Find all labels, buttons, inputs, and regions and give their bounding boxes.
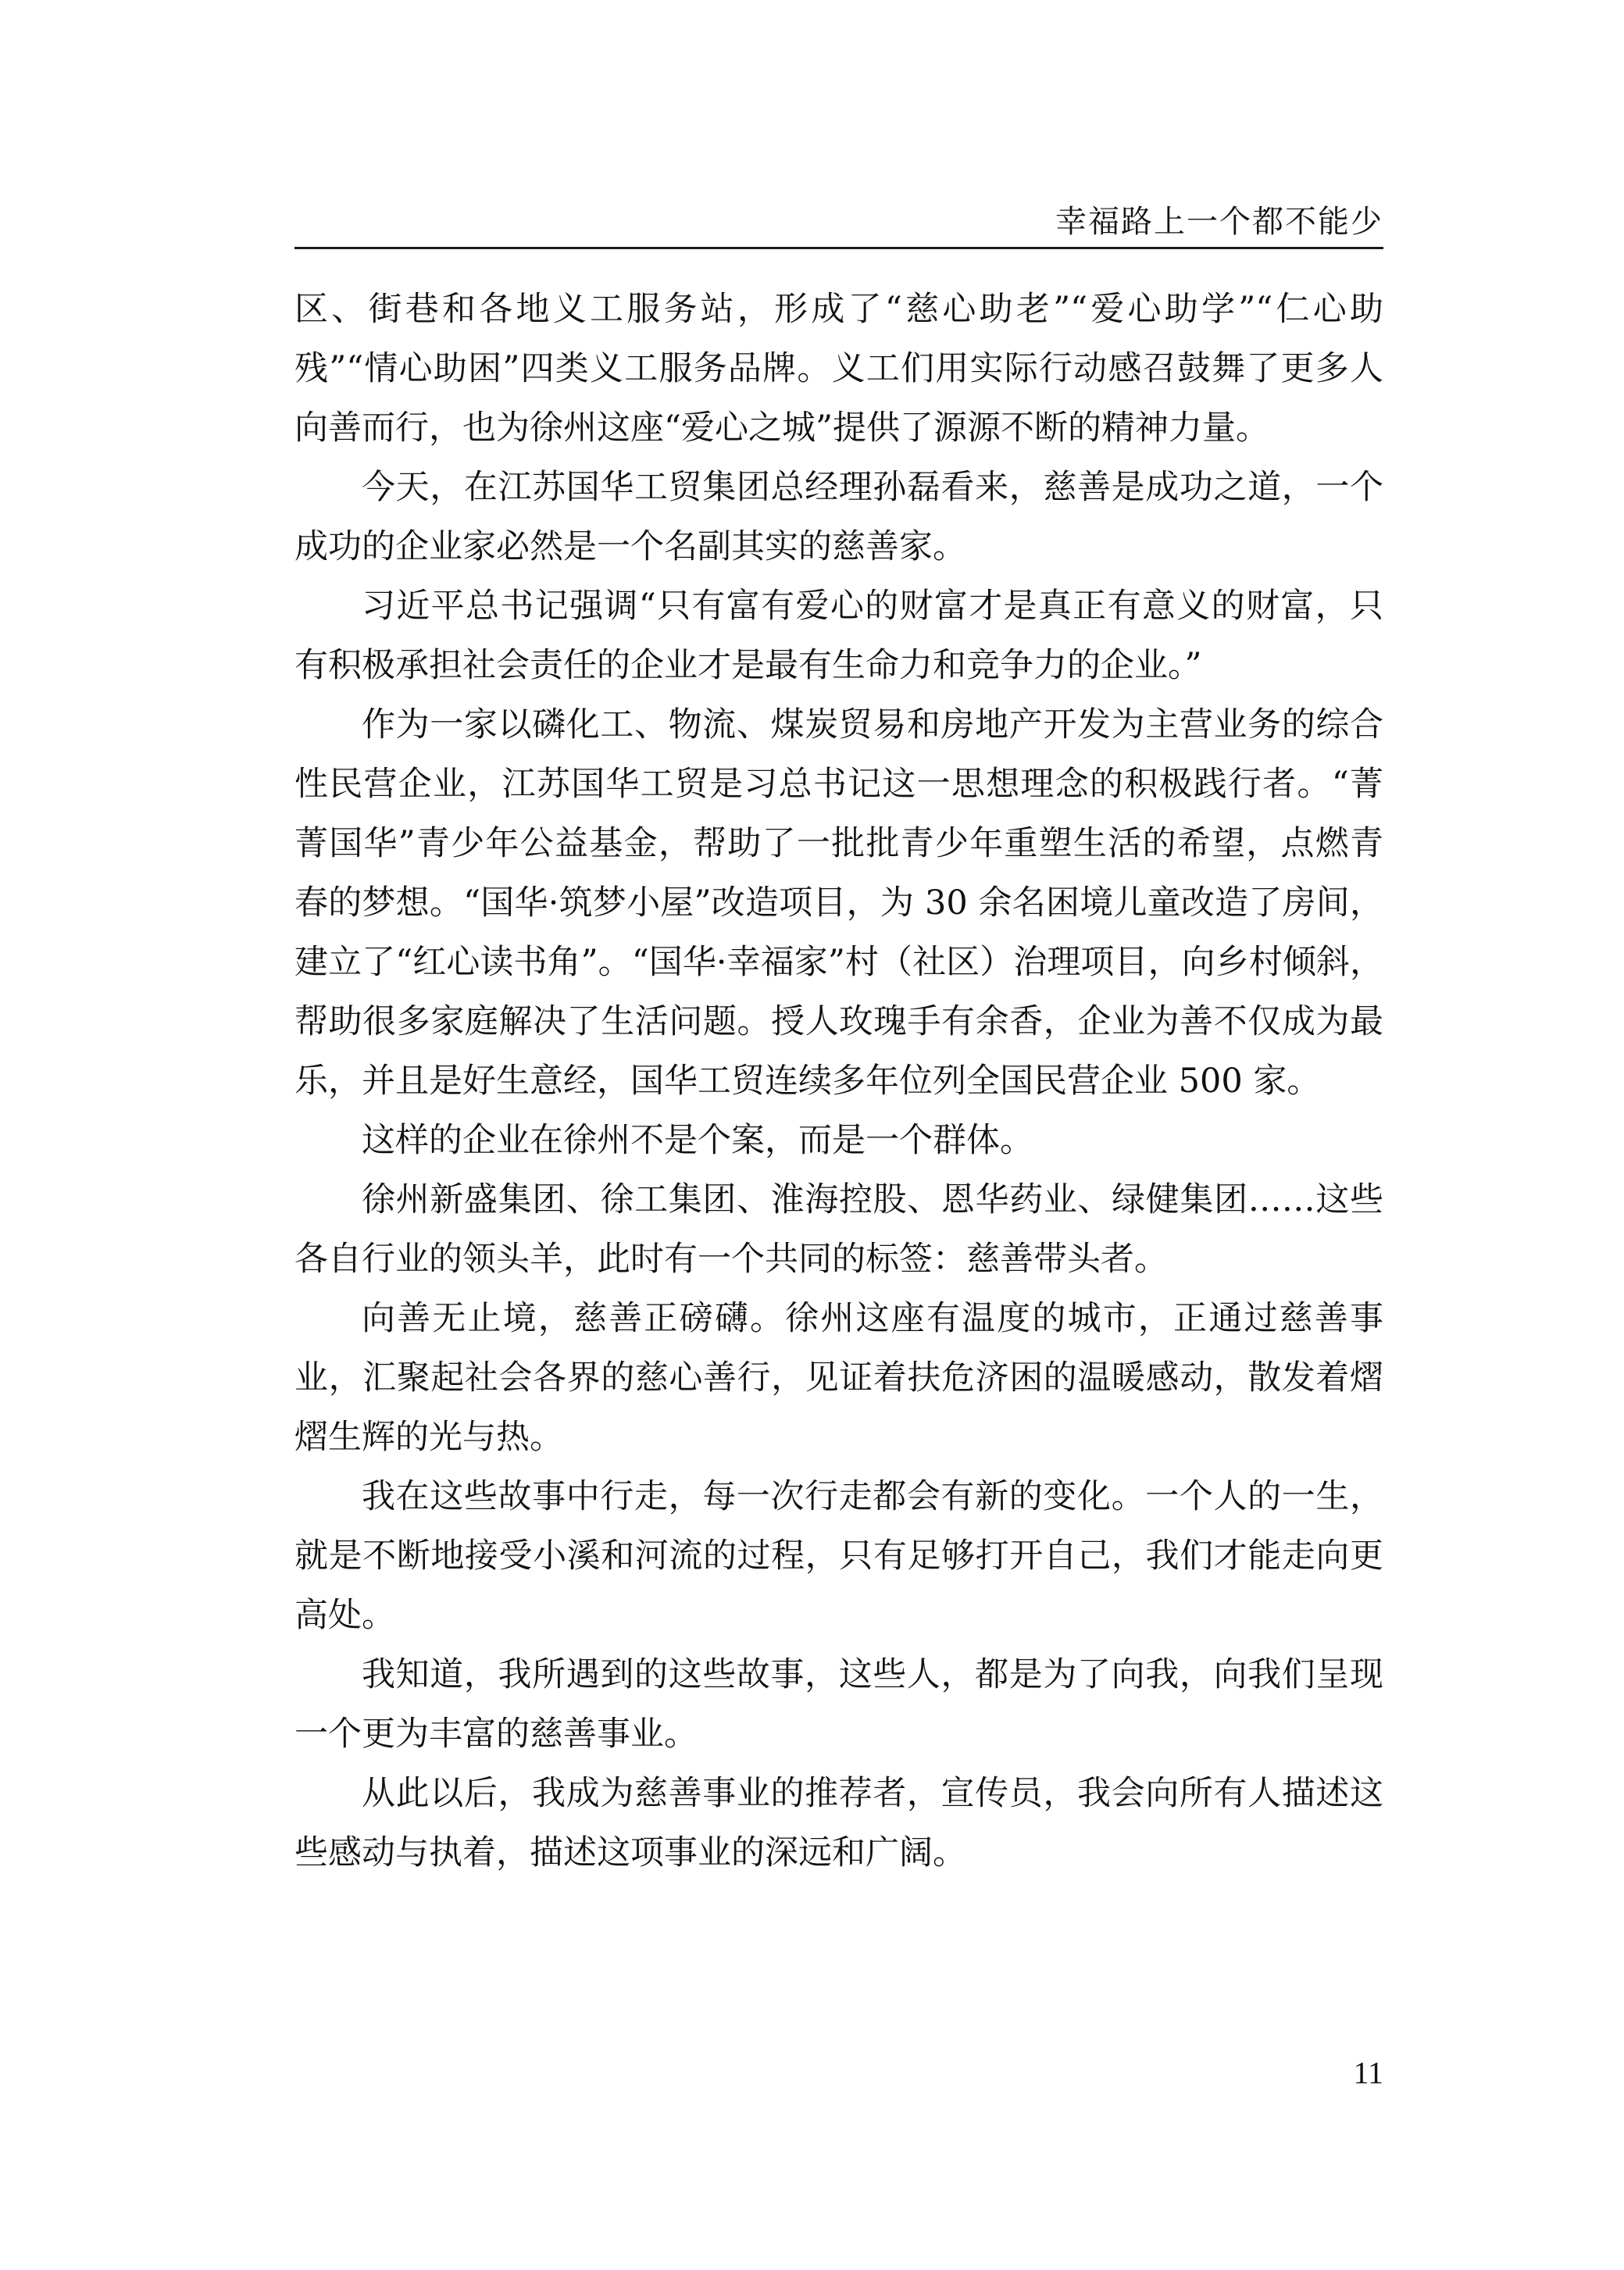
paragraph-8: 我在这些故事中行走，每一次行走都会有新的变化。一个人的一生，就是不断地接受小溪和河流的过程，只有足够打开自己，我们才能走向更高处。 [294,1477,1383,1635]
paragraph-3: 习近平总书记强调“只有富有爱心的财富才是真正有意义的财富，只有积极承担社会责任的企业才是最有生命力和竞争力的企业。” [294,587,1383,685]
running-title: 幸福路上一个都不能少 [1055,204,1383,240]
paragraph-7: 向善无止境，慈善正磅礴。徐州这座有温度的城市，正通过慈善事业，汇聚起社会各界的慈心善行，见证着扶危济困的温暖感动，散发着熠熠生辉的光与热。 [294,1299,1383,1457]
paragraph-5: 这样的企业在徐州不是个案，而是一个群体。 [362,1121,1033,1160]
paragraph-2: 今天，在江苏国华工贸集团总经理孙磊看来，慈善是成功之道，一个成功的企业家必然是一个名副其实的慈善家。 [294,468,1383,566]
body-text [294,280,1383,1883]
page-number: 11 [1353,2055,1383,2090]
paragraph-10: 从此以后，我成为慈善事业的推荐者，宣传员，我会向所有人描述这些感动与执着，描述这项事业的深远和广阔。 [294,1774,1383,1872]
paragraph-1: 区、街巷和各地义工服务站，形成了“慈心助老”“爱心助学”“仁心助残”“情心助困”四类义工服务品牌。义工们用实际行动感召鼓舞了更多人向善而行，也为徐州这座“爱心之城”提供了源源不断的精神力量。 [294,290,1383,448]
running-header [294,200,1383,249]
paragraph-9: 我知道，我所遇到的这些故事，这些人，都是为了向我，向我们呈现一个更为丰富的慈善事业。 [294,1655,1383,1754]
paragraph-4: 作为一家以磷化工、物流、煤炭贸易和房地产开发为主营业务的综合性民营企业，江苏国华工贸是习总书记这一思想理念的积极践行者。“菁菁国华”青少年公益基金，帮助了一批批青少年重塑生活的希望，点燃青春的梦想。“国华·筑梦小屋”改造项目，为 30 余名困境儿童改造了房间，建立了“红心读书角”。“国华·幸福家”村（社区）治理项目，向乡村倾斜，帮助很多家庭解决了生活问题。授人玫瑰手有余香，企业为善不仅成为最乐，并且是好生意经，国华工贸连续多年位列全国民营企业 500 家。 [294,705,1383,1101]
paragraph-6: 徐州新盛集团、徐工集团、淮海控股、恩华药业、绿健集团……这些各自行业的领头羊，此时有一个共同的标签：慈善带头者。 [294,1180,1383,1279]
